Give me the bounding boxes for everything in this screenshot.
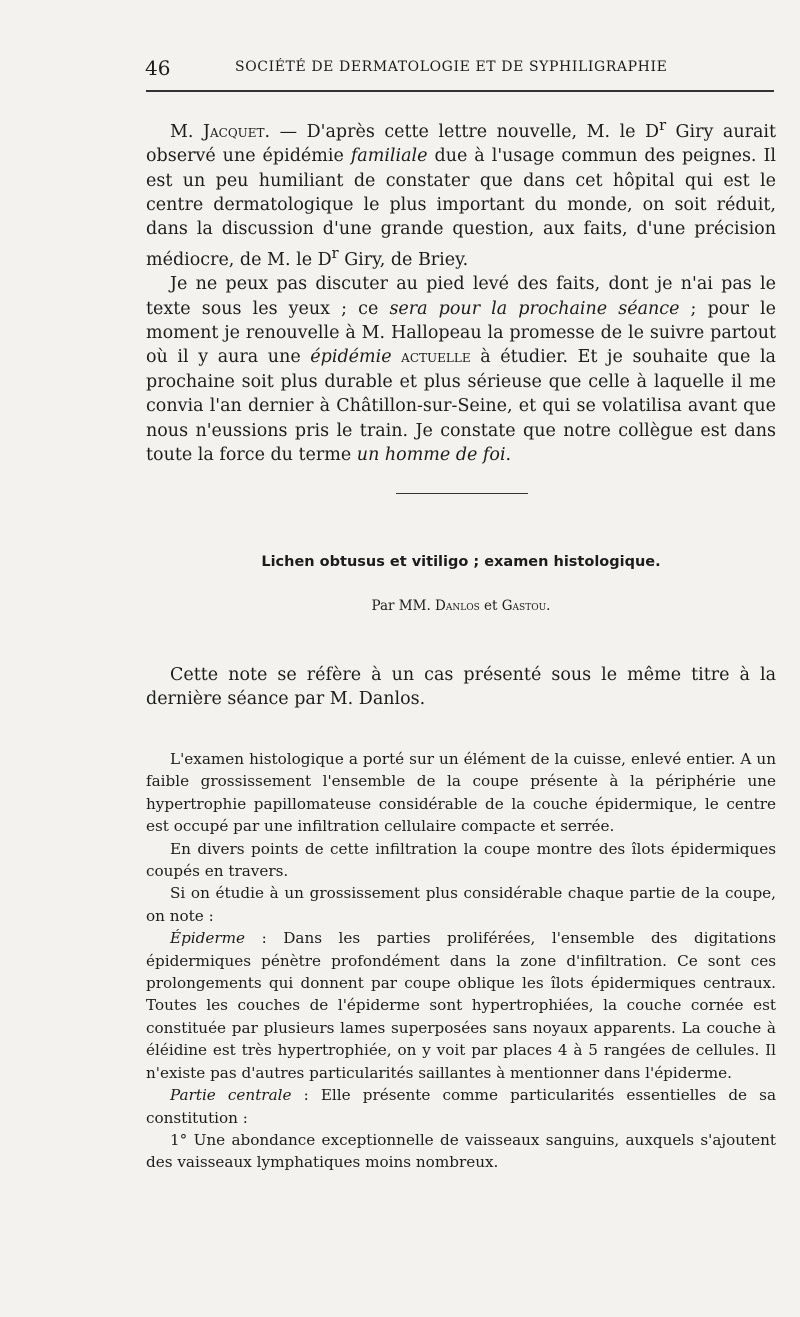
intro-paragraph: Cette note se réfère à un cas présenté sous le même titre à la dernière séance par M. Danlos. bbox=[146, 665, 776, 710]
article-byline bbox=[146, 598, 776, 614]
emphasis: un homme de foi bbox=[356, 444, 506, 465]
page-header bbox=[145, 56, 775, 82]
speaker-name: M. Jacquet. bbox=[170, 121, 271, 142]
superscript: r bbox=[331, 244, 339, 262]
article-intro bbox=[146, 663, 776, 712]
text-run: — D'après cette lettre nouvelle, M. le D bbox=[270, 121, 660, 142]
body-paragraph-4 bbox=[146, 927, 776, 1084]
body-paragraph-3: Si on étudie à un grossissement plus considérable chaque partie de la coupe, on note : bbox=[146, 884, 776, 925]
discussion-paragraph-1 bbox=[146, 114, 776, 272]
author-name: Danlos bbox=[435, 598, 480, 614]
byline-and: et bbox=[479, 598, 502, 614]
text-run: . bbox=[505, 444, 512, 465]
subsection-label: Partie centrale bbox=[170, 1086, 292, 1105]
running-title: SOCIÉTÉ DE DERMATOLOGIE ET DE SYPHILIGRAPHIE bbox=[235, 59, 668, 75]
byline-prefix: Par MM. bbox=[371, 598, 436, 614]
text-run: à étudier. Et je souhaite que la prochaine soit plus durable et plus sérieuse que celle à laquelle il me convia l'an dernier à Châtillon-sur-Seine, et qui se volatilisa avant que nous n'eussions pris le train. Je constate que notre collègue est dans toute la force du terme bbox=[146, 347, 776, 465]
small-caps-word: actuelle bbox=[391, 347, 471, 368]
emphasis: familiale bbox=[350, 146, 428, 167]
text-run: Giry, de Briey. bbox=[338, 249, 469, 270]
text-run: : Dans les parties proliférées, l'ensemble des digitations épidermiques pénètre profondément dans la zone d'infiltration. Ce sont ces prolongements qui donnent par coupe oblique les îlots épidermiques centraux. Toutes les couches de l'épiderme sont hypertrophiées, la couche cornée est constituée par plusieurs lames superposées sans noyaux apparents. La couche à éléidine est très hypertrophiée, on y voit par places 4 à 5 rangées de cellules. Il n'existe pas d'autres particularités saillantes à mentionner dans l'épiderme. bbox=[146, 929, 776, 1082]
emphasis: épidémie bbox=[310, 347, 392, 368]
byline-end: . bbox=[546, 598, 551, 614]
text-run: ; pour le moment je renouvelle à M. Hallopeau la promesse de le suivre partout où il y aura une bbox=[146, 298, 776, 368]
emphasis: sera pour la prochaine séance bbox=[389, 298, 680, 319]
author-name: Gastou bbox=[501, 598, 547, 614]
text-run: : Elle présente comme particularités essentielles de sa constitution : bbox=[146, 1086, 776, 1127]
discussion-section bbox=[146, 114, 776, 467]
header-rule bbox=[146, 90, 774, 92]
article-body bbox=[146, 748, 776, 1174]
subsection-label: Épiderme bbox=[170, 929, 246, 948]
superscript: r bbox=[659, 117, 667, 134]
text-run: Je ne peux pas discuter au pied levé des faits, dont je n'ai pas le texte sous les yeux ; ce bbox=[146, 274, 776, 319]
body-paragraph-2: En divers points de cette infiltration la coupe montre des îlots épidermiques coupés en travers. bbox=[146, 839, 776, 881]
text-run: due à l'usage commun des peignes. Il est un peu humiliant de constater que dans cet hôpital qui est le centre dermatologique le plus important du monde, on soit réduit, dans la discussion d'une grande question, aux faits, d'une précision médiocre, de M. le D bbox=[146, 146, 776, 270]
body-paragraph-5 bbox=[146, 1084, 776, 1129]
article-title: Lichen obtusus et vitiligo ; examen histologique. bbox=[261, 554, 661, 570]
discussion-paragraph-2 bbox=[146, 272, 776, 467]
section-separator bbox=[396, 493, 528, 494]
page-number: 46 bbox=[145, 56, 171, 80]
body-paragraph-1: L'examen histologique a porté sur un élément de la cuisse, enlevé entier. A un faible grossissement l'ensemble de la coupe présente à la périphérie une hypertrophie papillomateuse considérable de la couche épidermique, le centre est occupé par une infiltration cellulaire compacte et serrée. bbox=[146, 750, 776, 836]
body-paragraph-6: 1° Une abondance exceptionnelle de vaisseaux sanguins, auxquels s'ajoutent des vaisseaux lymphatiques moins nombreux. bbox=[146, 1130, 776, 1172]
text-run: Giry aurait observé une épidémie bbox=[146, 121, 777, 167]
